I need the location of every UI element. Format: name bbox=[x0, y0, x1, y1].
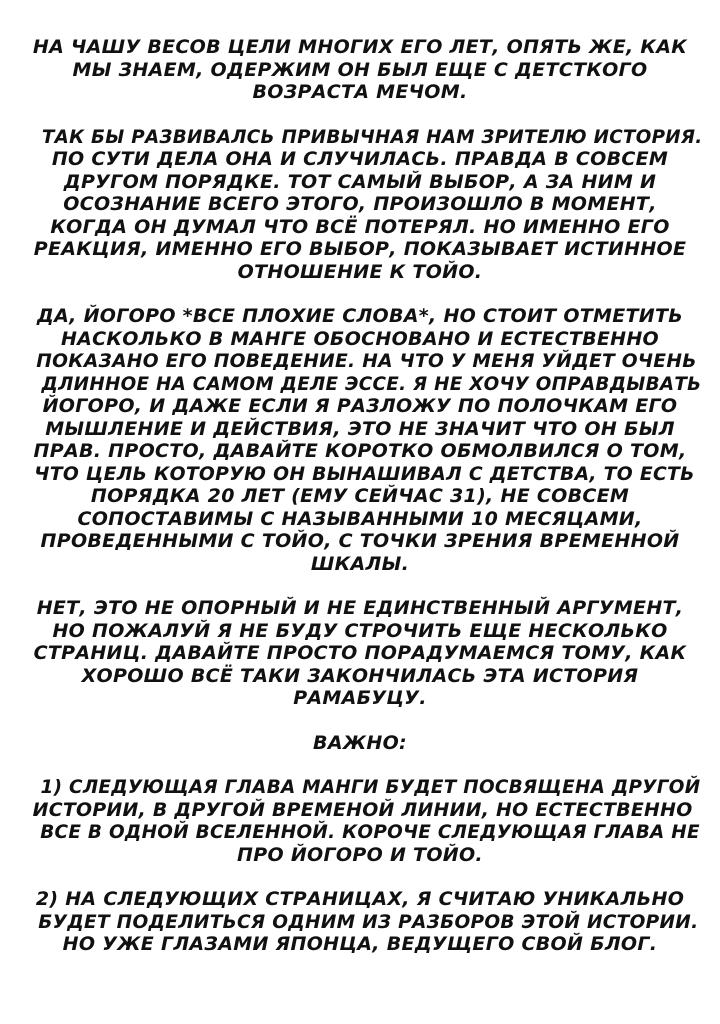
paragraph-3 bbox=[30, 305, 702, 575]
text-line: ЙОГОРО, И ДАЖЕ ЕСЛИ Я РАЗЛОЖУ ПО ПОЛОЧКАМ ЕГО bbox=[42, 395, 678, 417]
text-line: 1) СЛЕДУЮЩАЯ ГЛАВА МАНГИ БУДЕТ ПОСВЯЩЕНА ДРУГОЙ bbox=[40, 776, 701, 798]
paragraph-1 bbox=[30, 36, 690, 104]
text-line: МЫ ЗНАЕМ, ОДЕРЖИМ ОН БЫЛ ЕЩЕ С ДЕТСТКОГО bbox=[72, 58, 648, 81]
text-line: РАМАБУЦУ. bbox=[293, 687, 427, 709]
text-line: НО УЖЕ ГЛАЗАМИ ЯПОНЦА, ВЕДУЩЕГО СВОЙ БЛОГ. bbox=[62, 933, 658, 955]
text-line: ШКАЛЫ. bbox=[310, 552, 410, 575]
text-line: НЕТ, ЭТО НЕ ОПОРНЫЙ И НЕ ЕДИНСТВЕННЫЙ АРГУМЕНТ, bbox=[36, 597, 684, 619]
text-line: ВАЖНО: bbox=[313, 731, 407, 754]
text-block bbox=[30, 36, 703, 978]
text-line: ДА, ЙОГОРО *ВСЕ ПЛОХИЕ СЛОВА*, НО СТОИТ ОТМЕТИТЬ bbox=[36, 305, 684, 327]
text-line: ДРУГОМ ПОРЯДКЕ. ТОТ САМЫЙ ВЫБОР, А ЗА НИМ И bbox=[63, 170, 657, 193]
text-line: НАСКОЛЬКО В МАНГЕ ОБОСНОВАНО И ЕСТЕСТВЕННО bbox=[60, 327, 660, 350]
text-line: БУДЕТ ПОДЕЛИТЬСЯ ОДНИМ ИЗ РАЗБОРОВ ЭТОЙ ИСТОРИИ. bbox=[38, 910, 699, 933]
text-line: ВОЗРАСТА МЕЧОМ. bbox=[252, 81, 468, 103]
important-heading bbox=[30, 732, 690, 755]
text-line: СТРАНИЦ. ДАВАЙТЕ ПРОСТО ПОРАДУМАЕМСЯ ТОМУ, КАК bbox=[33, 642, 687, 664]
text-line: СОПОСТАВИМЫ С НАЗЫВАННЫМИ 10 МЕСЯЦАМИ, bbox=[77, 507, 643, 530]
text-line: МЫШЛЕНИЕ И ДЕЙСТВИЯ, ЭТО НЕ ЗНАЧИТ ЧТО ОН БЫЛ bbox=[45, 417, 675, 440]
text-line: КОГДА ОН ДУМАЛ ЧТО ВСЁ ПОТЕРЯЛ. НО ИМЕННО ЕГО bbox=[50, 215, 670, 238]
note-1 bbox=[30, 776, 701, 866]
text-line: 2) НА СЛЕДУЮЩИХ СТРАНИЦАХ, Я СЧИТАЮ УНИКАЛЬНО bbox=[35, 888, 685, 910]
text-line: ЧТО ЦЕЛЬ КОТОРУЮ ОН ВЫНАШИВАЛ С ДЕТСТВА, ТО ЕСТЬ bbox=[34, 462, 695, 485]
text-line: ОТНОШЕНИЕ К ТОЙО. bbox=[237, 260, 483, 283]
text-line: НА ЧАШУ ВЕСОВ ЦЕЛИ МНОГИХ ЕГО ЛЕТ, ОПЯТЬ ЖЕ, КАК bbox=[32, 36, 688, 58]
text-line: ТАК БЫ РАЗВИВАЛСЬ ПРИВЫЧНАЯ НАМ ЗРИТЕЛЮ ИСТОРИЯ. bbox=[41, 125, 703, 148]
text-line: ПОРЯДКА 20 ЛЕТ (ЕМУ СЕЙЧАС 31), НЕ СОВСЕМ bbox=[90, 485, 630, 507]
text-line: РЕАКЦИЯ, ИМЕННО ЕГО ВЫБОР, ПОКАЗЫВАЕТ ИСТИННОЕ bbox=[33, 238, 687, 260]
text-line: ПО СУТИ ДЕЛА ОНА И СЛУЧИЛАСЬ. ПРАВДА В СОВСЕМ bbox=[51, 148, 669, 170]
text-line: ДЛИННОЕ НА САМОМ ДЕЛЕ ЭССЕ. Я НЕ ХОЧУ ОПРАВДЫВАТЬ bbox=[41, 372, 702, 395]
paragraph-4 bbox=[30, 597, 690, 710]
text-line: ОСОЗНАНИЕ ВСЕГО ЭТОГО, ПРОИЗОШЛО В МОМЕНТ, bbox=[63, 193, 657, 215]
text-line: ИСТОРИИ, В ДРУГОЙ ВРЕМЕНОЙ ЛИНИИ, НО ЕСТЕСТВЕННО bbox=[32, 798, 693, 821]
text-line: НО ПОЖАЛУЙ Я НЕ БУДУ СТРОЧИТЬ ЕЩЕ НЕСКОЛЬКО bbox=[52, 619, 668, 642]
text-line: ХОРОШО ВСЁ ТАКИ ЗАКОНЧИЛАСЬ ЭТА ИСТОРИЯ bbox=[81, 664, 639, 687]
paragraph-2 bbox=[30, 125, 703, 284]
text-line: ПРО ЙОГОРО И ТОЙО. bbox=[237, 843, 483, 866]
note-2 bbox=[30, 888, 699, 956]
text-line: ВСЕ В ОДНОЙ ВСЕЛЕННОЙ. КОРОЧЕ СЛЕДУЮЩАЯ ГЛАВА НЕ bbox=[40, 821, 700, 843]
text-line: ПОКАЗАНО ЕГО ПОВЕДЕНИЕ. НА ЧТО У МЕНЯ УЙДЕТ ОЧЕНЬ bbox=[36, 350, 697, 372]
text-line: ПРАВ. ПРОСТО, ДАВАЙТЕ КОРОТКО ОБМОЛВИЛСЯ О ТОМ, bbox=[33, 440, 687, 462]
text-line: ПРОВЕДЕННЫМИ С ТОЙО, С ТОЧКИ ЗРЕНИЯ ВРЕМЕННОЙ bbox=[40, 530, 680, 552]
